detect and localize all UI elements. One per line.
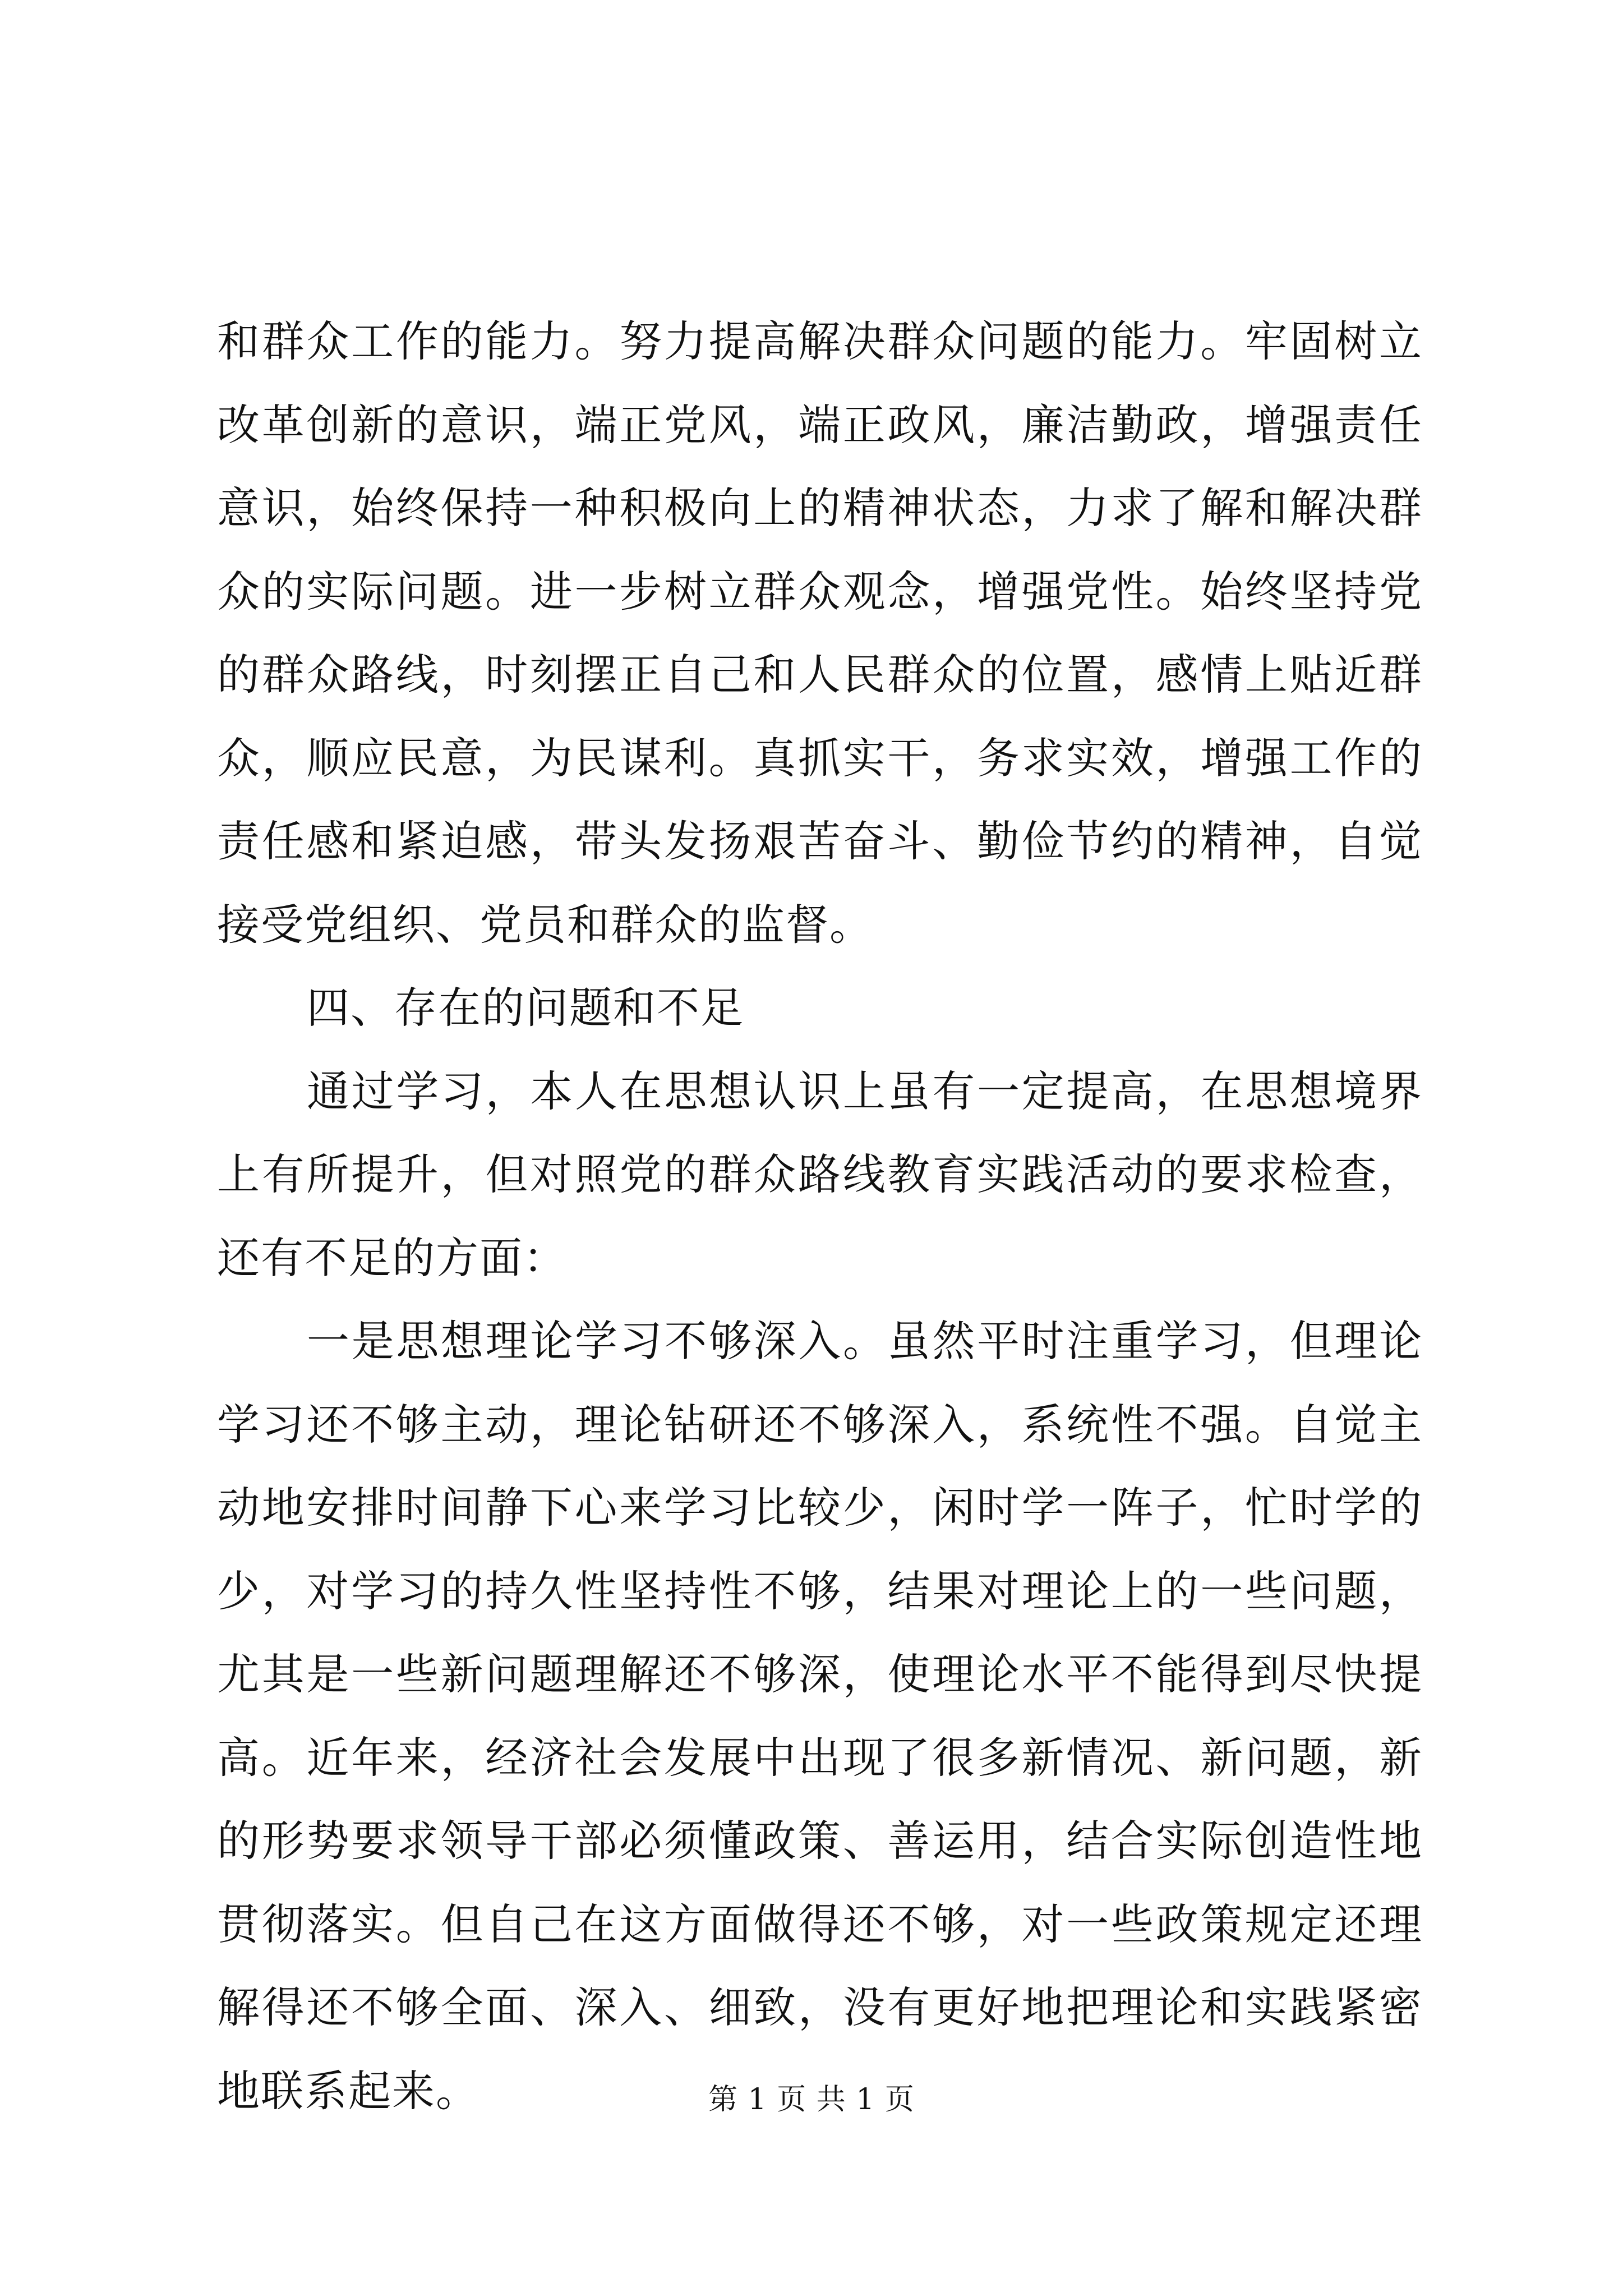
paragraph-issue-one: 一是思想理论学习不够深入。虽然平时注重学习，但理论学习还不够主动，理论钻研还不够深入，系统性不强。自觉主动地安排时间静下心来学习比较少，闲时学一阵子，忙时学的少，对学习的持久性坚持性不够，结果对理论上的一些问题，尤其是一些新问题理解还不够深，使理论水平不能得到尽快提高。近年来，经济社会发展中出现了很多新情况、新问题，新的形势要求领导干部必须懂政策、善运用，结合实际创造性地贯彻落实。但自己在这方面做得还不够，对一些政策规定还理解得还不够全面、深入、细致，没有更好地把理论和实践紧密地联系起来。 (217, 1316, 1423, 2116)
section-heading: 四、存在的问题和不足 (307, 983, 744, 1033)
paragraph-continuation: 和群众工作的能力。努力提高解决群众问题的能力。牢固树立改革创新的意识，端正党风，端正政风，廉洁勤政，增强责任意识，始终保持一种积极向上的精神状态，力求了解和解决群众的实际问题。进一步树立群众观念，增强党性。始终坚持党的群众路线，时刻摆正自己和人民群众的位置，感情上贴近群众，顺应民意，为民谋利。真抓实干，务求实效，增强工作的责任感和紧迫感，带头发扬艰苦奋斗、勤俭节约的精神，自觉接受党组织、党员和群众的监督。 (217, 316, 1423, 950)
page-footer: 第 1 页 共 1 页 (708, 2083, 915, 2116)
paragraph-intro: 通过学习，本人在思想认识上虽有一定提高，在思想境界上有所提升，但对照党的群众路线教育实践活动的要求检查，还有不足的方面： (217, 1066, 1423, 1283)
document-body (217, 300, 1423, 2133)
